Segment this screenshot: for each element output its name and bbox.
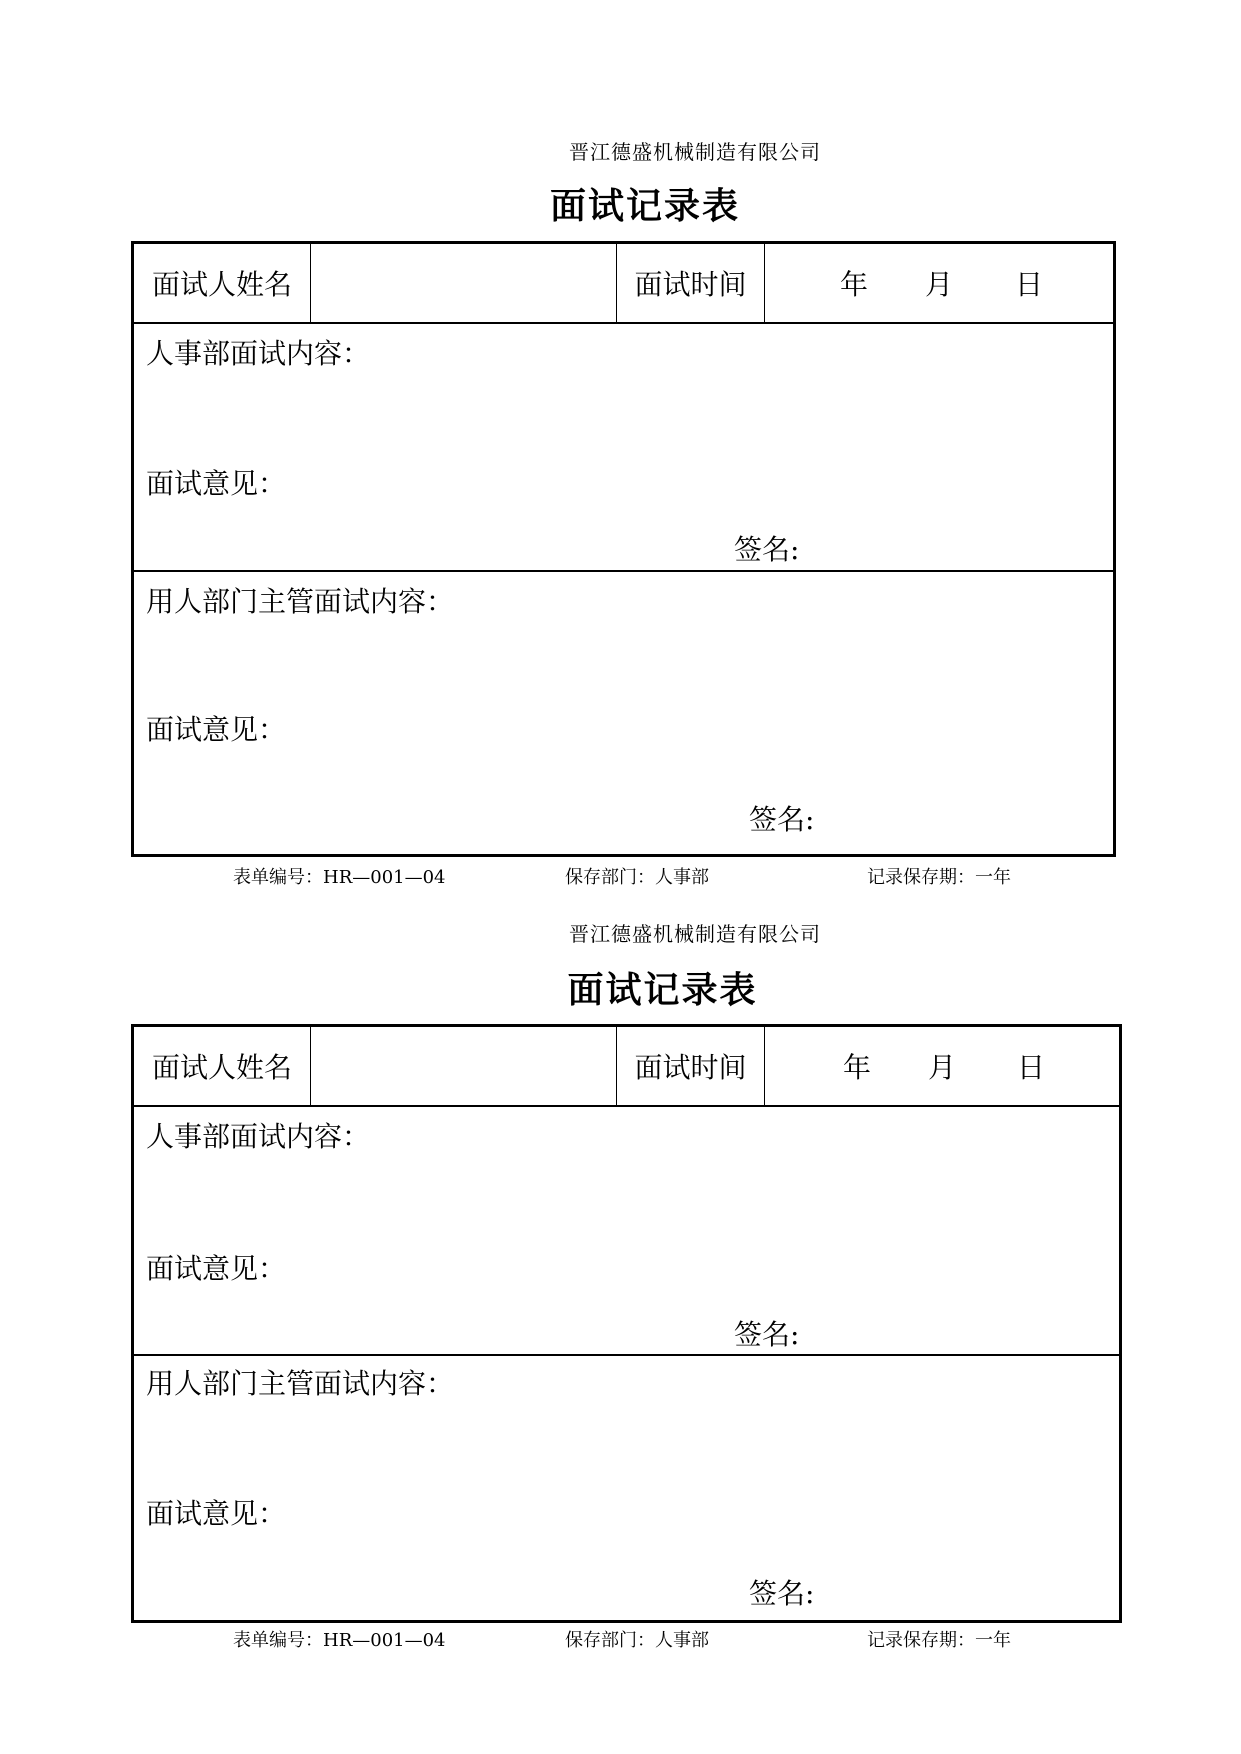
dept-signature-label: 签名: (749, 803, 815, 836)
hr-signature-label: 签名: (734, 1318, 800, 1351)
hr-opinion-label: 面试意见： (146, 1252, 287, 1285)
dept-interview-section[interactable] (134, 1356, 1119, 1620)
hr-interview-section[interactable] (134, 324, 1113, 572)
storage-department: 保存部门：人事部 (565, 1630, 709, 1651)
hr-content-label: 人事部面试内容： (146, 337, 371, 370)
interview-time-label: 面试时间 (617, 244, 765, 322)
dept-interview-section[interactable] (134, 572, 1113, 854)
interview-table (131, 1024, 1122, 1623)
company-name: 晋江德盛机械制造有限公司 (569, 922, 821, 946)
form-title: 面试记录表 (567, 969, 758, 1011)
dept-opinion-label: 面试意见： (146, 713, 287, 746)
header-row (134, 1027, 1119, 1107)
interview-time-label: 面试时间 (617, 1027, 765, 1105)
form-title: 面试记录表 (549, 185, 740, 227)
retention-period: 记录保存期：一年 (867, 867, 1011, 888)
date-month-label: 月 (925, 268, 954, 301)
date-day-label: 日 (1015, 268, 1044, 301)
form-number: 表单编号：HR—001—04 (233, 1630, 446, 1651)
hr-signature-label: 签名: (734, 533, 800, 566)
interviewee-name-label: 面试人姓名 (134, 244, 311, 322)
form-number: 表单编号：HR—001—04 (233, 867, 446, 888)
hr-opinion-label: 面试意见： (146, 467, 287, 500)
date-year-label: 年 (840, 268, 869, 301)
dept-content-label: 用人部门主管面试内容： (146, 1367, 455, 1400)
hr-interview-section[interactable] (134, 1107, 1119, 1356)
company-name: 晋江德盛机械制造有限公司 (569, 140, 821, 164)
storage-department: 保存部门：人事部 (565, 867, 709, 888)
interviewee-name-field[interactable] (311, 1027, 617, 1105)
interviewee-name-label: 面试人姓名 (134, 1027, 311, 1105)
dept-content-label: 用人部门主管面试内容： (146, 585, 455, 618)
header-row (134, 244, 1113, 324)
interview-date-field[interactable] (765, 1027, 1119, 1105)
interview-date-field[interactable] (765, 244, 1113, 322)
date-year-label: 年 (843, 1051, 872, 1084)
dept-signature-label: 签名: (749, 1577, 815, 1610)
interview-table (131, 241, 1116, 857)
interviewee-name-field[interactable] (311, 244, 617, 322)
date-day-label: 日 (1017, 1051, 1046, 1084)
dept-opinion-label: 面试意见： (146, 1497, 287, 1530)
hr-content-label: 人事部面试内容： (146, 1120, 371, 1153)
retention-period: 记录保存期：一年 (867, 1630, 1011, 1651)
date-month-label: 月 (928, 1051, 957, 1084)
